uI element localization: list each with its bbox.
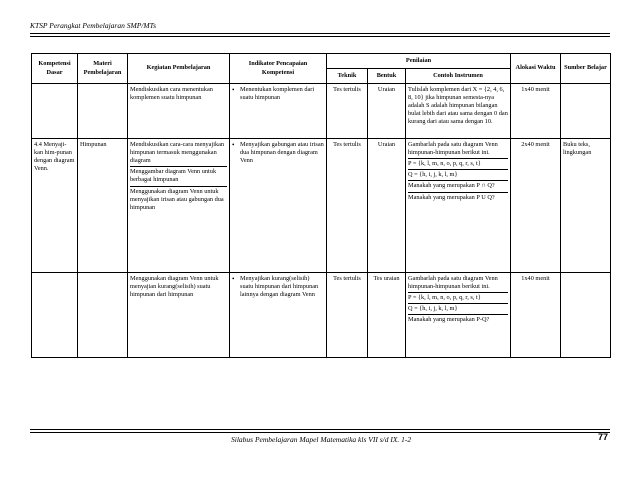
col-header-penilaian: Penilaian [327, 54, 511, 69]
kegiatan-item: Mendiskusikan cara menentukan komplemen suatu himpunan [130, 85, 213, 101]
kegiatan-item: Menggunakan diagram Venn untuk menyajian kurang(selisih) suatu himpunan dari himpunan [130, 274, 219, 298]
contoh-item: P = {k, l, m, n, o, p, q, r, s, t} [408, 294, 508, 304]
contoh-item: Manakah yang merupakan P-Q? [408, 316, 490, 324]
header-rule [30, 33, 610, 34]
table-row [32, 84, 611, 139]
col-header-bentuk: Bentuk [368, 69, 406, 84]
col-header-contoh: Contoh Instrumen [406, 69, 511, 84]
contoh-item: P = {k, l, m, n, o, p, q, r, s, t} [408, 160, 508, 170]
syllabus-table [31, 53, 611, 358]
cell-teknik: Tes tertulis [327, 84, 368, 139]
contoh-item: Manakah yang merupakan P U Q? [408, 193, 495, 201]
indikator-text: Menyajikan gabungan atau irisan dua himpunan dengan diagram Venn [240, 140, 324, 164]
cell-materi [78, 84, 128, 139]
indikator-text: Menyajikan kurang(selisih) suatu himpunan dari himpunan lainnya dengan diagram Venn [240, 274, 319, 298]
bullet-icon: • [232, 274, 235, 283]
cell-sumber: Buku teks, lingkungan [561, 139, 611, 273]
cell-kegiatan [128, 139, 230, 273]
cell-materi [78, 273, 128, 358]
cell-materi: Himpunan [78, 139, 128, 273]
cell-bentuk: Uraian [368, 84, 406, 139]
table-row [32, 273, 611, 358]
cell-indikator [230, 84, 327, 139]
col-header-kegiatan: Kegiatan Pembelajaran [128, 54, 230, 84]
kegiatan-item: Menggunakan diagram Venn untuk menyajikan irisan atau gabungan dua himpunan [130, 187, 224, 211]
col-header-materi: Materi Pembelajaran [78, 54, 128, 84]
indikator-text: Menentukan komplemen dari suatu himpunan [240, 85, 315, 101]
cell-kegiatan [128, 84, 230, 139]
table-row [32, 139, 611, 273]
col-header-sumber: Sumber Belajar [561, 54, 611, 84]
col-header-teknik: Teknik [327, 69, 368, 84]
contoh-item: Q = {h, i, j, k, l, m} [408, 305, 508, 315]
cell-kompetensi [32, 273, 78, 358]
footer-rule [30, 429, 610, 430]
kegiatan-item: Menggambar diagram Venn untuk berbagai himpunan [130, 168, 227, 186]
cell-bentuk: Tes uraian [368, 273, 406, 358]
document-header: KTSP Perangkat Pembelajaran SMP/MTs [30, 21, 157, 30]
cell-teknik: Tes tertulis [327, 139, 368, 273]
cell-kompetensi [32, 84, 78, 139]
cell-indikator [230, 273, 327, 358]
footer-rule-thin [30, 432, 610, 433]
contoh-item: Manakah yang merupakan P ∩ Q? [408, 182, 508, 192]
page-number: 77 [597, 432, 608, 442]
bullet-icon: • [232, 140, 235, 149]
cell-kegiatan [128, 273, 230, 358]
contoh-item: Tulislah komplemen dari X = {2, 4, 6, 8, 10} jika himpunan semesta-nya adalah S adalah himpunan bilangan bulat lebih dari atau sama dengan 0 dan kurang dari atau sama dengan 10. [408, 85, 508, 126]
kegiatan-item: Mendiskusikan cara-cara menyajikan himpunan termasuk menggunakan diagram [130, 141, 227, 168]
cell-alokasi: 2x40 menit [511, 139, 561, 273]
col-header-alokasi: Alokasi Waktu [511, 54, 561, 84]
contoh-item: Gambarlah pada satu diagram Venn himpunan-himpunan berikut ini. [408, 275, 508, 293]
bullet-icon: • [232, 85, 235, 94]
cell-sumber [561, 273, 611, 358]
cell-alokasi: 1x40 menit [511, 84, 561, 139]
cell-contoh [406, 273, 511, 358]
cell-teknik: Tes tertulis [327, 273, 368, 358]
contoh-item: Gambarlah pada satu diagram Venn himpunan-himpunan berikut ini. [408, 141, 508, 159]
col-header-kompetensi: Kompetensi Dasar [32, 54, 78, 84]
cell-contoh [406, 84, 511, 139]
cell-indikator [230, 139, 327, 273]
col-header-indikator: Indikator Pencapaian Kompetensi [230, 54, 327, 84]
cell-contoh [406, 139, 511, 273]
cell-alokasi: 1x40 menit [511, 273, 561, 358]
cell-bentuk: Uraian [368, 139, 406, 273]
contoh-item: Q = {h, i, j, k, l, m} [408, 171, 508, 181]
cell-kompetensi: 4.4 Menyaji-kan him-punan dengan diagram Venn. [32, 139, 78, 273]
cell-sumber [561, 84, 611, 139]
header-rule-thin [30, 36, 610, 37]
document-footer: Silabus Pembelajaran Mapel Matematika kls VII s/d IX. 1-2 [231, 435, 412, 444]
